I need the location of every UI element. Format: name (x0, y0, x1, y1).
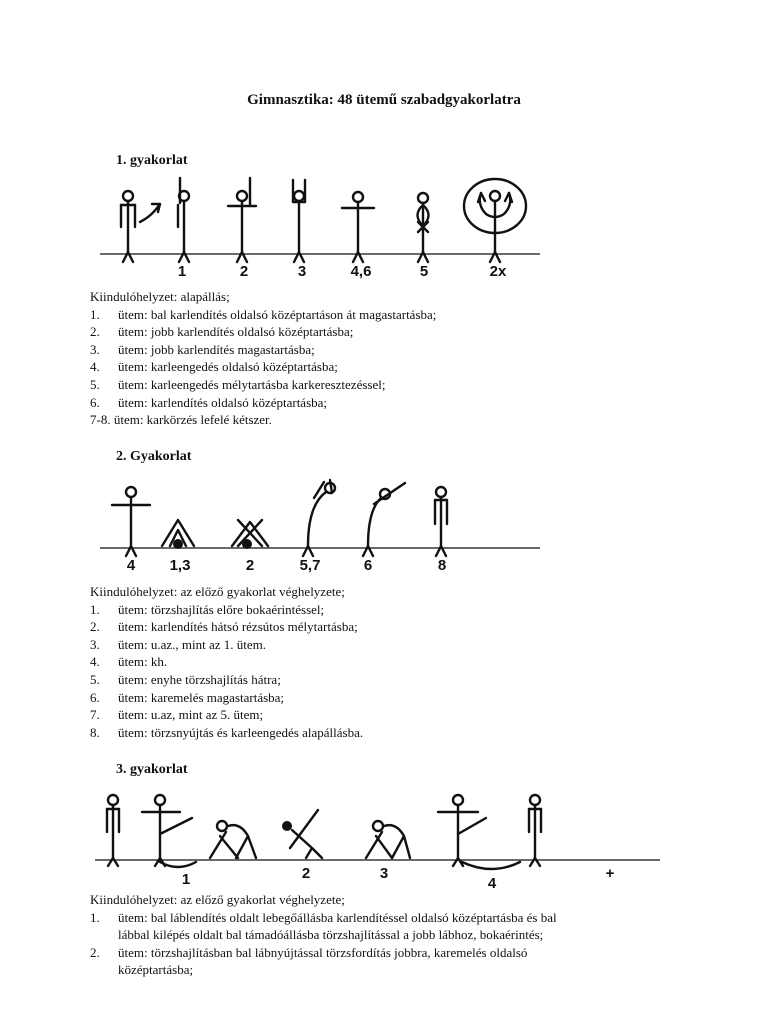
instruction-line: 4. ütem: kh. (90, 654, 168, 670)
stick-figure-leg-swing (142, 795, 192, 866)
instruction-line: 8. ütem: törzsnyújtás és karleengedés alapállásba. (90, 724, 364, 740)
figure-label: 3 (297, 263, 307, 280)
document-title: Gimnasztika: 48 ütemű szabadgyakorlatra (247, 92, 521, 108)
instruction-line: lábbal kilépés oldalt bal támadóállásba törzshajlítással a jobb lábhoz, bokaérintés; (118, 927, 544, 943)
instruction-line: 2. ütem: jobb karlendítés oldalsó középtartásba; (90, 324, 354, 340)
section-3-instructions (90, 891, 557, 979)
figure-label: 2 (301, 865, 311, 882)
instruction-line: 5. ütem: enyhe törzshajlítás hátra; (90, 671, 281, 687)
stick-figure-lunge-1 (210, 821, 256, 858)
instruction-line: Kiindulóhelyzet: az előző gyakorlat véghelyzete; (90, 892, 345, 907)
figure-label: 3 (379, 865, 389, 882)
figure-label: + (605, 865, 615, 882)
figure-label: 5 (419, 263, 429, 280)
stick-figure-stance-end (529, 795, 541, 866)
instruction-line: 3. ütem: u.az., mint az 1. ütem. (90, 636, 267, 652)
figure-label: 8 (437, 557, 447, 574)
figure-label: 6 (363, 557, 373, 574)
instruction-line: 1. ütem: bal karlendítés oldalsó középtartáson át magastartásba; (90, 306, 437, 322)
stick-figure-twist (282, 810, 322, 858)
figure-label: 4,6 (350, 263, 372, 280)
figure-label: 1 (177, 263, 187, 280)
instruction-line: 6. ütem: karemelés magastartásba; (90, 689, 285, 705)
figure-label: 1,3 (169, 557, 191, 574)
section-1-heading: 1. gyakorlat (116, 153, 188, 168)
figure-label: 2 (245, 557, 255, 574)
figure-label: 2 (239, 263, 249, 280)
figure-label: 5,7 (299, 557, 321, 574)
figure-label: 2x (489, 263, 507, 280)
instruction-line: 7-8. ütem: karkörzés lefelé kétszer. (90, 412, 272, 428)
instruction-line: Kiindulóhelyzet: az előző gyakorlat véghelyzete; (90, 584, 345, 599)
section-3-heading: 3. gyakorlat (116, 762, 188, 777)
figure-label: 4 (126, 557, 136, 574)
instruction-line: 6. ütem: karlendítés oldalsó középtartásba; (90, 394, 328, 410)
stick-figure-stance (107, 795, 119, 866)
stick-figure-lunge-3 (366, 821, 410, 858)
instruction-line: 4. ütem: karleengedés oldalsó középtartásba; (90, 359, 338, 375)
figure-label: 4 (487, 875, 497, 892)
instruction-line: 2. ütem: törzshajlításban bal lábnyújtással törzsfordítás jobbra, karemelés oldalsó (90, 944, 528, 960)
instruction-line: Kiindulóhelyzet: alapállás; (90, 289, 230, 304)
instruction-line: 1. ütem: törzshajlítás előre bokaérintéssel; (90, 601, 325, 617)
instruction-line: 3. ütem: jobb karlendítés magastartásba; (90, 341, 315, 357)
swing-arc (462, 862, 520, 869)
instruction-line: 2. ütem: karlendítés hátsó rézsútos mélytartásba; (90, 619, 358, 635)
instruction-line: 7. ütem: u.az, mint az 5. ütem; (90, 707, 264, 723)
instruction-line: 5. ütem: karleengedés mélytartásba karkeresztezéssel; (90, 376, 386, 392)
figure-label: 1 (181, 871, 191, 888)
stick-figure-leg-swing-back (438, 795, 486, 866)
section-2-heading: 2. Gyakorlat (116, 449, 192, 464)
instruction-line: középtartásba; (118, 962, 194, 978)
instruction-line: 1. ütem: bal láblendítés oldalt lebegőállásba karlendítéssel oldalsó középtartásba és bal (90, 909, 557, 925)
